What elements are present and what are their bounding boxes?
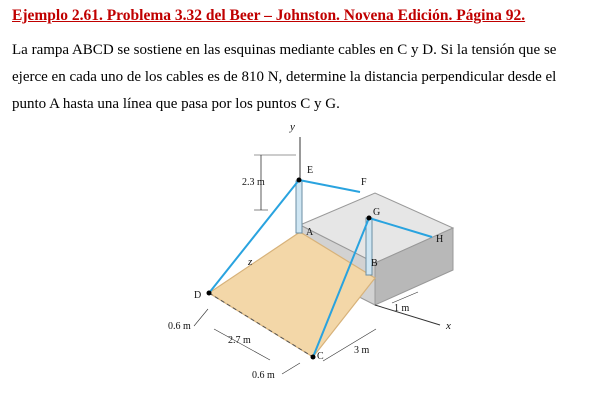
label-c: C <box>317 351 324 362</box>
point-g-dot <box>367 216 372 221</box>
label-e: E <box>307 165 314 176</box>
label-z: z <box>248 256 253 268</box>
dim-label-2-7: 2.7 m <box>228 335 251 346</box>
label-h: H <box>436 234 444 245</box>
dim-0-6-left <box>194 309 208 326</box>
label-d: D <box>194 290 202 301</box>
label-b: B <box>371 258 378 269</box>
label-y: y <box>290 121 295 133</box>
label-x: x <box>446 320 451 332</box>
label-a: A <box>306 227 314 238</box>
ramp-figure <box>150 115 470 397</box>
dim-label-3: 3 m <box>354 345 370 356</box>
point-e-dot <box>297 178 302 183</box>
dim-label-1: 1 m <box>394 303 410 314</box>
problem-statement <box>12 37 606 118</box>
dim-label-d-left: 0.6 m <box>168 321 191 332</box>
dim-label-h-e: 2.3 m <box>242 177 265 188</box>
problem-line-2: ejerce en cada uno de los cables es de 810 N, determine la distancia perpendicular desde el <box>12 69 557 85</box>
problem-line-3: punto A hasta una línea que pasa por los puntos C y G. <box>12 96 340 112</box>
example-title: Ejemplo 2.61. Problema 3.32 del Beer – Johnston. Novena Edición. Página 92. <box>12 7 526 24</box>
label-g: G <box>373 207 381 218</box>
dim-2-7 <box>214 329 270 360</box>
dim-0-6-bottom <box>282 363 300 374</box>
point-d-dot <box>207 291 212 296</box>
problem-line-1: La rampa ABCD se sostiene en las esquinas mediante cables en C y D. Si la tensión que se <box>12 42 557 58</box>
label-f: F <box>361 177 367 188</box>
cable-ef <box>299 180 360 192</box>
point-c-dot <box>311 355 316 360</box>
post-e <box>296 181 302 233</box>
dim-label-0-6-bottom: 0.6 m <box>252 370 275 381</box>
